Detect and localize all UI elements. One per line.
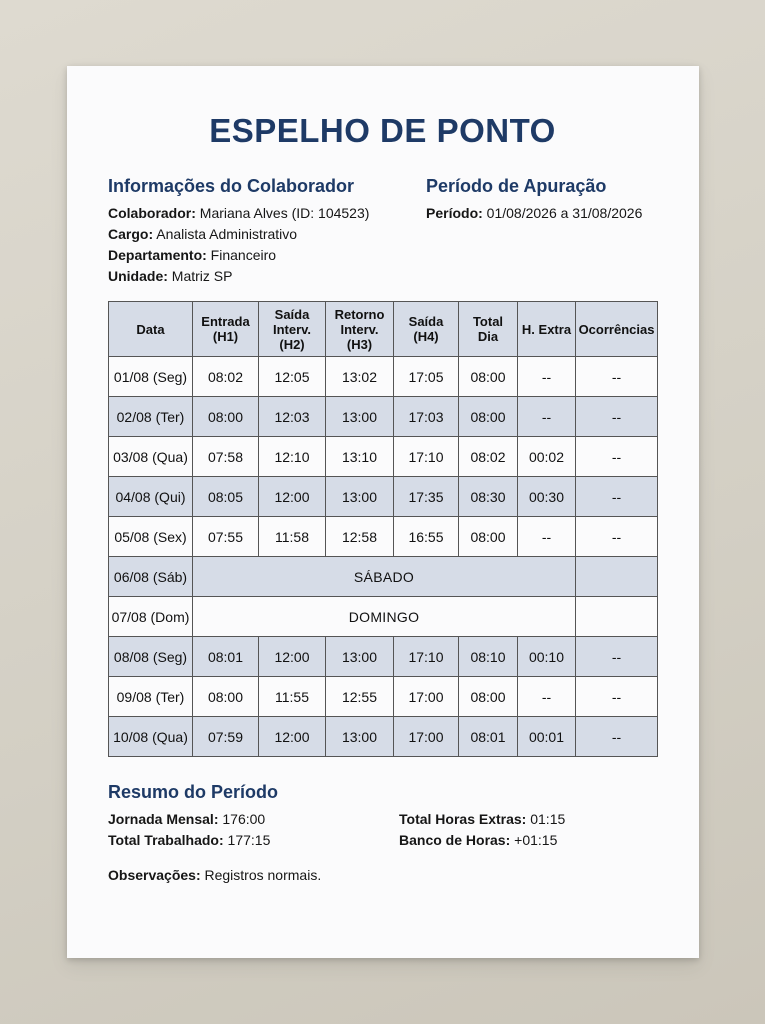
cell-extra: 00:02 [518,437,576,477]
cell-h2: 11:55 [259,677,326,717]
header-saida-interv: Saída Interv. (H2) [259,302,326,357]
departamento-label: Departamento: [108,247,207,263]
observacoes-value: Registros normais. [200,867,322,883]
cell-h4: 17:10 [394,637,459,677]
cargo-label: Cargo: [108,226,154,242]
cell-ocorrencias: -- [576,477,658,517]
weekend-label: DOMINGO [193,597,576,637]
table-row [109,437,658,477]
cell-h4: 17:35 [394,477,459,517]
table-row [109,357,658,397]
jornada-label: Jornada Mensal: [108,811,219,827]
cargo-line [108,226,297,242]
cell-total: 08:00 [459,397,518,437]
colaborador-value: Mariana Alves (ID: 104523) [195,205,370,221]
table-row-weekend [109,557,658,597]
cell-total: 08:00 [459,357,518,397]
cell-total: 08:02 [459,437,518,477]
cell-h1: 08:00 [193,397,259,437]
jornada-value: 176:00 [218,811,266,827]
cell-ocorrencias: -- [576,397,658,437]
cell-date: 09/08 (Ter) [109,677,193,717]
cell-total: 08:10 [459,637,518,677]
cell-ocorrencias: -- [576,677,658,717]
extras-line [399,811,565,827]
table-row [109,397,658,437]
cell-h1: 08:01 [193,637,259,677]
header-total-dia: Total Dia [459,302,518,357]
table-header-row [109,302,658,357]
cell-h3: 13:00 [326,717,394,757]
cell-extra: -- [518,677,576,717]
cell-h2: 11:58 [259,517,326,557]
periodo-line [426,205,642,221]
departamento-value: Financeiro [206,247,277,263]
cell-h4: 17:00 [394,717,459,757]
table-row-weekend [109,597,658,637]
table-row [109,637,658,677]
periodo-label: Período: [426,205,483,221]
unidade-value: Matriz SP [167,268,233,284]
cell-date: 01/08 (Seg) [109,357,193,397]
header-saida: Saída (H4) [394,302,459,357]
cell-extra: -- [518,397,576,437]
cell-date: 06/08 (Sáb) [109,557,193,597]
cell-ocorrencias: -- [576,637,658,677]
cell-h2: 12:00 [259,477,326,517]
cargo-value: Analista Administrativo [153,226,298,242]
cell-ocorrencias: -- [576,717,658,757]
extras-label: Total Horas Extras: [399,811,527,827]
cell-h4: 16:55 [394,517,459,557]
cell-extra: -- [518,517,576,557]
cell-h3: 12:58 [326,517,394,557]
periodo-value: 01/08/2026 a 31/08/2026 [482,205,643,221]
cell-date: 05/08 (Sex) [109,517,193,557]
weekend-label: SÁBADO [193,557,576,597]
cell-ocorrencias: -- [576,357,658,397]
cell-h4: 17:10 [394,437,459,477]
colaborador-label: Colaborador: [108,205,196,221]
trabalhado-line [108,832,270,848]
cell-h1: 07:58 [193,437,259,477]
cell-h1: 08:00 [193,677,259,717]
unidade-label: Unidade: [108,268,168,284]
cell-total: 08:00 [459,517,518,557]
cell-date: 07/08 (Dom) [109,597,193,637]
cell-h2: 12:05 [259,357,326,397]
cell-extra: 00:30 [518,477,576,517]
banco-line [399,832,557,848]
cell-date: 04/08 (Qui) [109,477,193,517]
banco-value: +01:15 [510,832,558,848]
cell-h2: 12:03 [259,397,326,437]
cell-h1: 07:59 [193,717,259,757]
banco-label: Banco de Horas: [399,832,511,848]
timesheet-table [108,301,658,757]
cell-h2: 12:00 [259,717,326,757]
cell-extra: 00:10 [518,637,576,677]
observacoes-label: Observações: [108,867,201,883]
cell-date: 02/08 (Ter) [109,397,193,437]
table-row [109,477,658,517]
cell-h4: 17:00 [394,677,459,717]
header-hora-extra: H. Extra [518,302,576,357]
header-ocorrencias: Ocorrências [576,302,658,357]
observacoes-line [108,867,321,883]
jornada-line [108,811,265,827]
cell-h3: 13:10 [326,437,394,477]
extras-value: 01:15 [526,811,566,827]
header-data: Data [109,302,193,357]
cell-h3: 13:02 [326,357,394,397]
cell-h3: 12:55 [326,677,394,717]
cell-ocorrencias [576,597,658,637]
cell-total: 08:00 [459,677,518,717]
cell-total: 08:01 [459,717,518,757]
cell-h1: 08:02 [193,357,259,397]
cell-h3: 13:00 [326,397,394,437]
header-retorno-interv: Retorno Interv. (H3) [326,302,394,357]
cell-date: 03/08 (Qua) [109,437,193,477]
departamento-line [108,247,276,263]
cell-extra: 00:01 [518,717,576,757]
cell-h4: 17:03 [394,397,459,437]
cell-ocorrencias: -- [576,517,658,557]
colaborador-heading: Informações do Colaborador [108,176,355,196]
table-row [109,517,658,557]
cell-date: 10/08 (Qua) [109,717,193,757]
trabalhado-value: 177:15 [223,832,271,848]
trabalhado-label: Total Trabalhado: [108,832,224,848]
header-entrada: Entrada (H1) [193,302,259,357]
table-row [109,677,658,717]
unidade-line [108,268,232,284]
cell-ocorrencias [576,557,658,597]
cell-total: 08:30 [459,477,518,517]
periodo-heading: Período de Apuração [426,176,607,196]
cell-h4: 17:05 [394,357,459,397]
document-title: ESPELHO DE PONTO [209,112,556,149]
cell-h3: 13:00 [326,477,394,517]
table-row [109,717,658,757]
cell-date: 08/08 (Seg) [109,637,193,677]
colaborador-line [108,205,369,221]
cell-extra: -- [518,357,576,397]
cell-h2: 12:00 [259,637,326,677]
cell-h3: 13:00 [326,637,394,677]
cell-h1: 08:05 [193,477,259,517]
cell-h2: 12:10 [259,437,326,477]
cell-ocorrencias: -- [576,437,658,477]
resumo-heading: Resumo do Período [108,782,279,802]
cell-h1: 07:55 [193,517,259,557]
